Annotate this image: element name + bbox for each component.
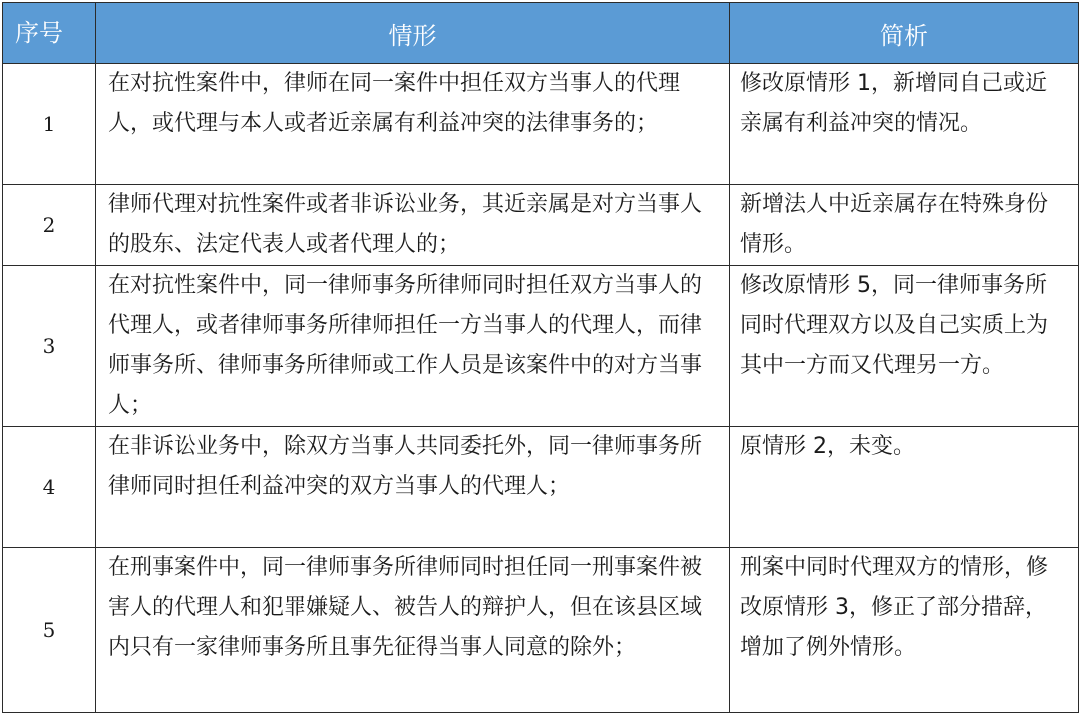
row-situation	[96, 266, 730, 427]
summary-text: 刑案中同时代理双方的情形，修改原情形 3，修正了部分措辞，增加了例外情形。	[740, 555, 1049, 660]
conflict-situations-table	[2, 2, 1079, 713]
table-row	[3, 548, 1079, 713]
table-row	[3, 427, 1079, 548]
table-row	[3, 185, 1079, 266]
row-seq: 4	[3, 427, 96, 548]
situation-text: 在刑事案件中，同一律师事务所律师同时担任同一刑事案件被害人的代理人和犯罪嫌疑人、被告人的辩护人，但在该县区域内只有一家律师事务所且事先征得当事人同意的除外；	[108, 555, 703, 660]
row-situation	[96, 427, 730, 548]
header-situation: 情形	[96, 3, 730, 64]
summary-text: 原情形 2，未变。	[740, 434, 915, 459]
table-row	[3, 266, 1079, 427]
summary-text: 新增法人中近亲属存在特殊身份情形。	[740, 192, 1049, 257]
row-summary	[730, 427, 1079, 548]
situation-text: 律师代理对抗性案件或者非诉讼业务，其近亲属是对方当事人的股东、法定代表人或者代理人的；	[108, 192, 703, 257]
header-seq: 序号	[3, 3, 96, 64]
situation-text: 在对抗性案件中，律师在同一案件中担任双方当事人的代理人，或代理与本人或者近亲属有利益冲突的法律事务的；	[108, 71, 681, 136]
row-situation	[96, 64, 730, 185]
summary-text: 修改原情形 1，新增同自己或近亲属有利益冲突的情况。	[740, 71, 1047, 136]
row-seq: 5	[3, 548, 96, 713]
row-summary	[730, 64, 1079, 185]
row-summary	[730, 185, 1079, 266]
situation-text: 在非诉讼业务中，除双方当事人共同委托外，同一律师事务所律师同时担任利益冲突的双方当事人的代理人；	[108, 434, 703, 499]
row-situation	[96, 185, 730, 266]
summary-text: 修改原情形 5，同一律师事务所同时代理双方以及自己实质上为其中一方而又代理另一方。	[740, 273, 1049, 378]
situation-text: 在对抗性案件中，同一律师事务所律师同时担任双方当事人的代理人，或者律师事务所律师担任一方当事人的代理人，而律师事务所、律师事务所律师或工作人员是该案件中的对方当事人；	[108, 273, 703, 418]
row-seq: 3	[3, 266, 96, 427]
row-summary	[730, 548, 1079, 713]
header-summary: 简析	[730, 3, 1079, 64]
row-seq: 1	[3, 64, 96, 185]
table-row	[3, 64, 1079, 185]
table-header-row	[3, 3, 1079, 64]
row-seq: 2	[3, 185, 96, 266]
row-situation	[96, 548, 730, 713]
row-summary	[730, 266, 1079, 427]
